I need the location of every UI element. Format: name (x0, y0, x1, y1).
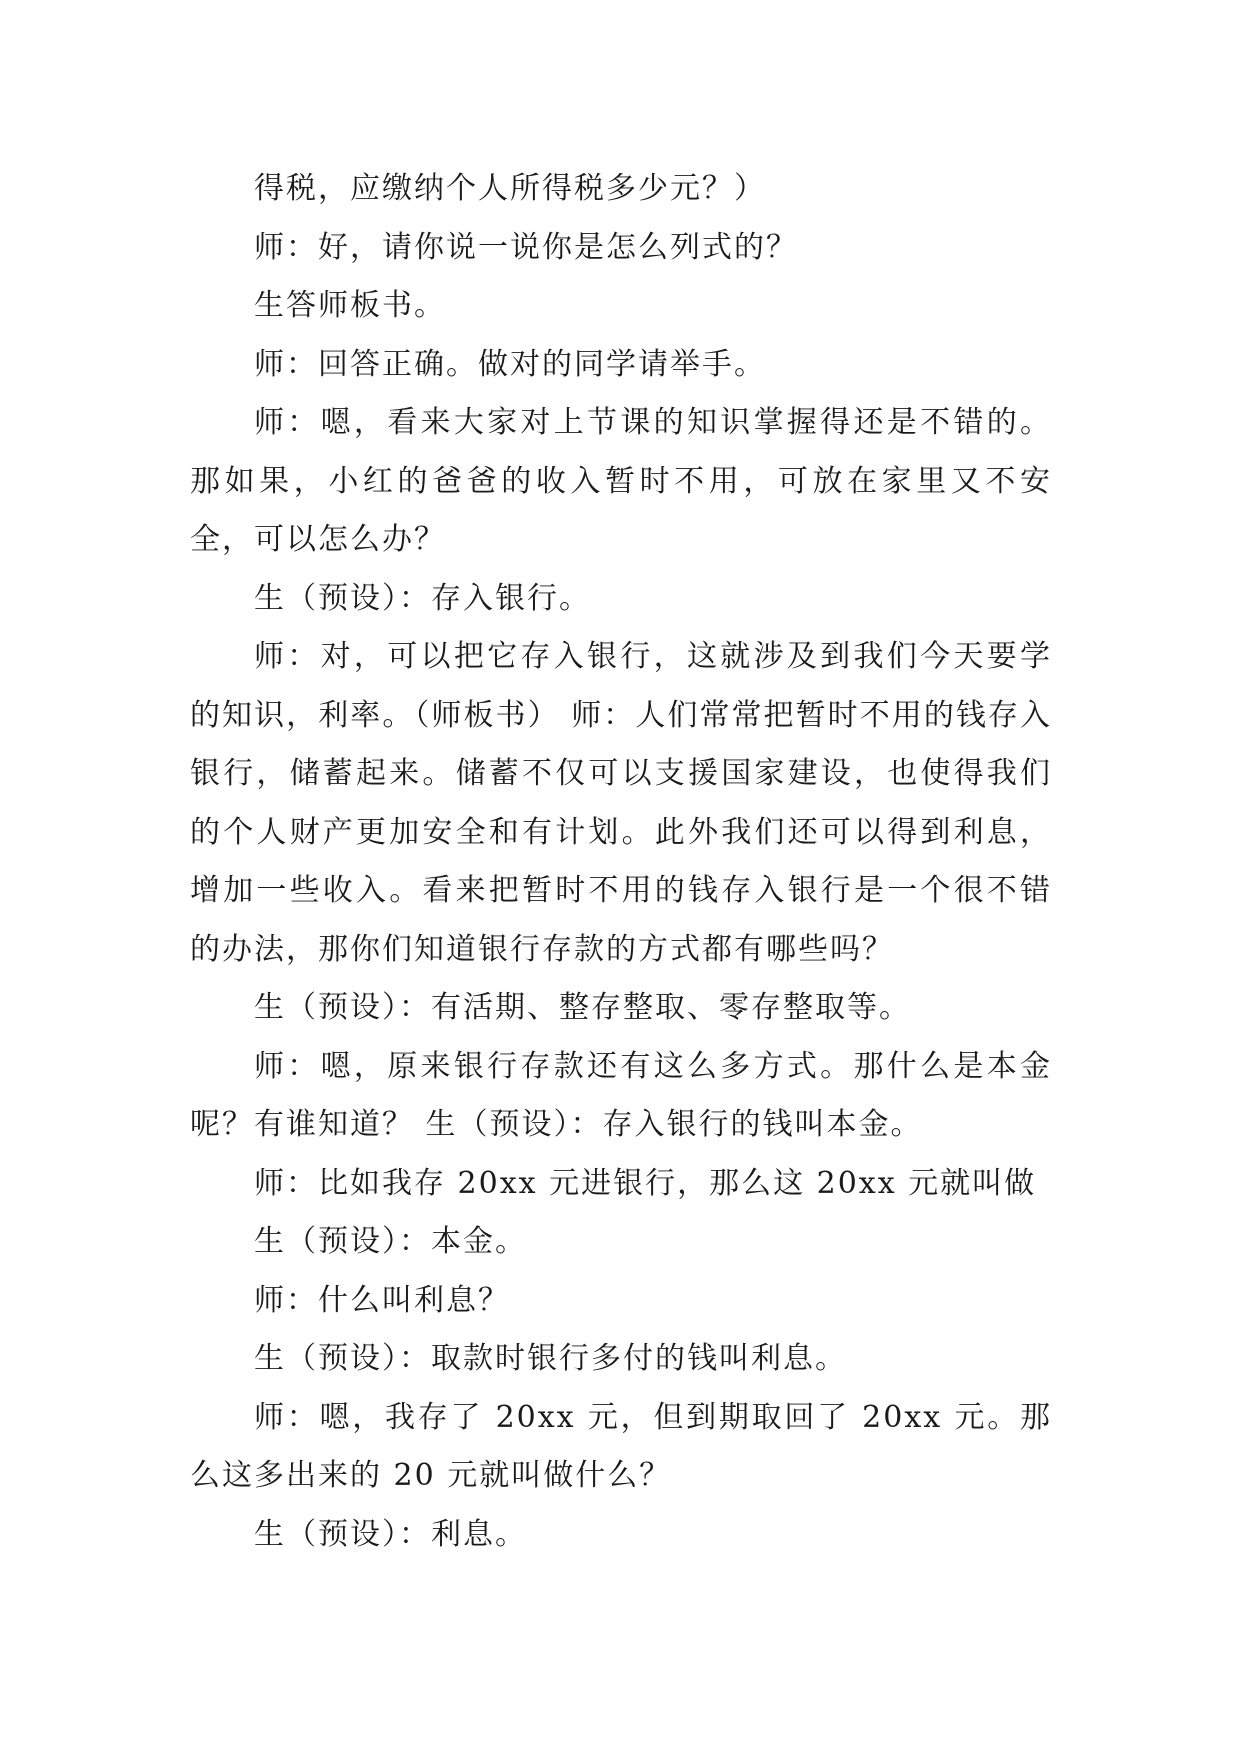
paragraph: 师：嗯，我存了 20xx 元，但到期取回了 20xx 元。那么这多出来的 20 元就叫做什么？ (190, 1399, 1052, 1493)
document-body (190, 160, 1052, 1564)
paragraph: 生（预设）：有活期、整存整取、零存整取等。 (254, 990, 911, 1025)
paragraph: 师：好，请你说一说你是怎么列式的？ (254, 229, 798, 265)
paragraph: 生答师板书。 (254, 288, 446, 323)
paragraph: 生（预设）：利息。 (254, 1516, 527, 1552)
paragraph: 师：比如我存 20xx 元进银行，那么这 20xx 元就叫做 (254, 1165, 1037, 1201)
paragraph: 师：对，可以把它存入银行，这就涉及到我们今天要学的知识，利率。（师板书） 师：人们常常把暂时不用的钱存入银行，储蓄起来。储蓄不仅可以支援国家建设，也使得我们的个人财产更加安全和有计划。此外我们还可以得到利息，增加一些收入。看来把暂时不用的钱存入银行是一个很不错的办法，那你们知道银行存款的方式都有哪些吗？ (190, 639, 1052, 967)
paragraph: 师：嗯，原来银行存款还有这么多方式。那什么是本金呢？有谁知道？ 生（预设）：存入银行的钱叫本金。 (190, 1048, 1052, 1142)
paragraph: 师：嗯，看来大家对上节课的知识掌握得还是不错的。那如果，小红的爸爸的收入暂时不用，可放在家里又不安全，可以怎么办？ (190, 405, 1052, 557)
paragraph: 生（预设）：取款时银行多付的钱叫利息。 (254, 1341, 847, 1376)
paragraph: 生（预设）：存入银行。 (254, 580, 591, 616)
paragraph: 师：什么叫利息？ (254, 1282, 510, 1318)
paragraph: 得税，应缴纳个人所得税多少元？） (254, 171, 766, 206)
paragraph: 师：回答正确。做对的同学请举手。 (254, 346, 766, 382)
paragraph: 生（预设）：本金。 (254, 1224, 527, 1259)
